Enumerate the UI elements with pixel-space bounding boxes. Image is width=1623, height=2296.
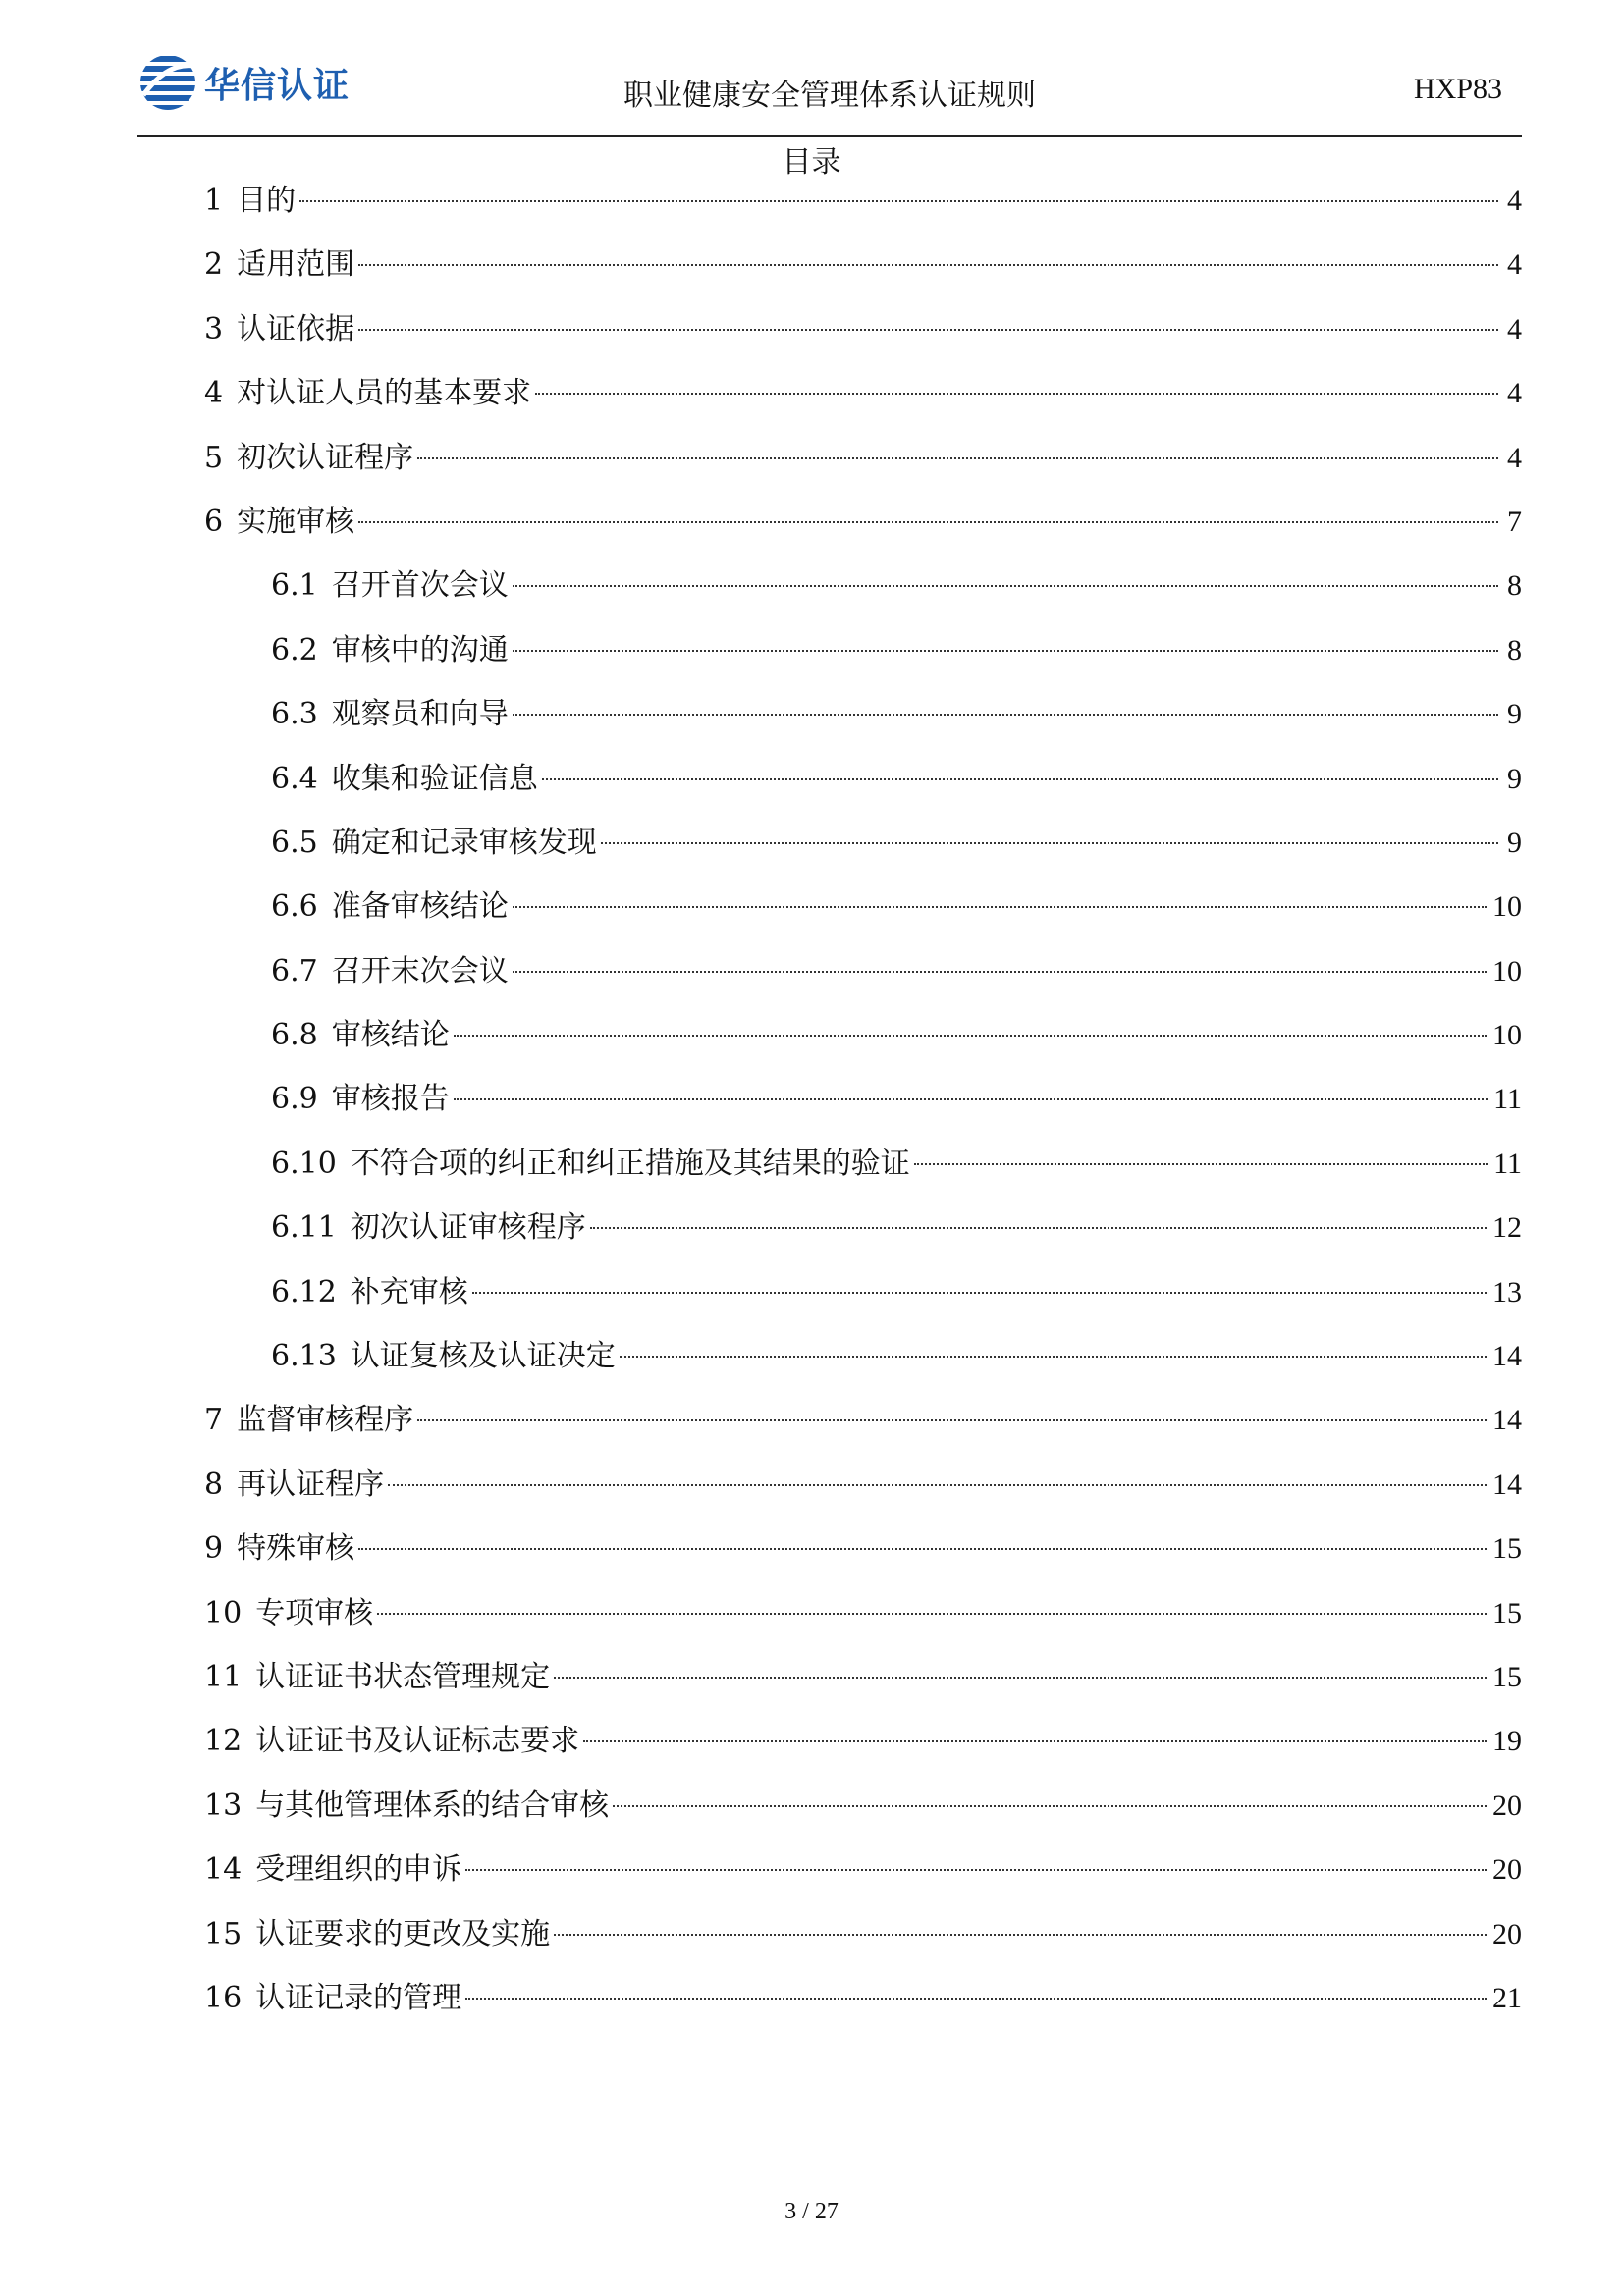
- toc-entry-page: 9: [1507, 826, 1522, 859]
- toc-dot-leader: [454, 1098, 1488, 1100]
- toc-entry-number: 11: [204, 1659, 243, 1694]
- toc-entry-label: 不符合项的纠正和纠正措施及其结果的验证: [350, 1146, 910, 1181]
- toc-entry-label: 准备审核结论: [331, 889, 509, 925]
- toc-entry[interactable]: [204, 1453, 1522, 1517]
- toc-heading: 目录: [782, 145, 841, 180]
- toc-entry-label: 审核中的沟通: [331, 632, 509, 667]
- toc-entry-page: 11: [1493, 1083, 1522, 1116]
- toc-entry-number: 16: [204, 1980, 243, 2015]
- toc-entry[interactable]: [204, 554, 1522, 617]
- toc-entry-label: 专项审核: [255, 1595, 374, 1630]
- toc-entry[interactable]: [204, 169, 1522, 233]
- toc-dot-leader: [535, 393, 1498, 395]
- toc-dot-leader: [465, 1998, 1487, 2000]
- toc-dot-leader: [513, 650, 1498, 652]
- toc-entry-number: 8: [204, 1467, 224, 1502]
- toc-entry-label: 认证证书及认证标志要求: [255, 1724, 580, 1759]
- toc-entry[interactable]: [204, 297, 1522, 361]
- toc-entry-page: 14: [1492, 1404, 1522, 1437]
- toc-entry-page: 4: [1507, 441, 1522, 474]
- table-of-contents: [204, 169, 1522, 2030]
- toc-entry-label: 认证复核及认证决定: [350, 1339, 616, 1374]
- toc-entry[interactable]: [204, 747, 1522, 811]
- toc-dot-leader: [358, 1548, 1487, 1550]
- toc-entry-label: 召开首次会议: [331, 568, 509, 604]
- toc-entry-label: 审核结论: [331, 1018, 450, 1053]
- toc-entry-number: 9: [204, 1531, 224, 1567]
- toc-entry[interactable]: [204, 1260, 1522, 1324]
- toc-entry[interactable]: [204, 939, 1522, 1003]
- toc-entry[interactable]: [204, 1003, 1522, 1067]
- toc-dot-leader: [590, 1227, 1487, 1229]
- toc-entry[interactable]: [204, 361, 1522, 425]
- toc-entry-label: 收集和验证信息: [331, 761, 538, 796]
- toc-dot-leader: [613, 1805, 1487, 1807]
- toc-entry-page: 14: [1492, 1340, 1522, 1373]
- toc-entry-page: 8: [1507, 633, 1522, 667]
- toc-entry-page: 10: [1492, 1019, 1522, 1052]
- toc-entry-page: 15: [1492, 1532, 1522, 1566]
- toc-dot-leader: [377, 1613, 1487, 1615]
- toc-entry[interactable]: [204, 682, 1522, 746]
- toc-entry-page: 4: [1507, 377, 1522, 410]
- toc-entry-number: 6.7: [271, 953, 318, 988]
- toc-entry-label: 认证要求的更改及实施: [255, 1916, 551, 1951]
- toc-entry[interactable]: [204, 811, 1522, 875]
- toc-entry-page: 9: [1507, 698, 1522, 731]
- toc-entry-label: 确定和记录审核发现: [331, 825, 597, 860]
- toc-entry-label: 实施审核: [237, 504, 355, 539]
- toc-entry-label: 初次认证审核程序: [350, 1210, 586, 1246]
- toc-entry-number: 5: [204, 440, 224, 475]
- toc-dot-leader: [299, 200, 1498, 202]
- toc-dot-leader: [358, 329, 1498, 331]
- toc-dot-leader: [914, 1163, 1488, 1165]
- toc-entry[interactable]: [204, 233, 1522, 296]
- toc-entry-page: 15: [1492, 1660, 1522, 1693]
- toc-entry-label: 对认证人员的基本要求: [237, 376, 532, 411]
- toc-dot-leader: [417, 457, 1498, 459]
- toc-entry[interactable]: [204, 490, 1522, 554]
- toc-entry[interactable]: [204, 1709, 1522, 1773]
- toc-entry-label: 观察员和向导: [331, 697, 509, 732]
- toc-entry-number: 6: [204, 504, 224, 539]
- toc-entry-page: 19: [1492, 1725, 1522, 1758]
- toc-entry-label: 补充审核: [350, 1274, 468, 1309]
- toc-entry-label: 认证记录的管理: [255, 1980, 462, 2015]
- toc-dot-leader: [601, 842, 1498, 844]
- toc-entry[interactable]: [204, 1645, 1522, 1709]
- toc-entry-label: 目的: [237, 184, 297, 218]
- toc-entry-number: 13: [204, 1788, 243, 1823]
- toc-entry-page: 4: [1507, 185, 1522, 217]
- document-code: HXP83: [1413, 73, 1502, 105]
- toc-entry-number: 15: [204, 1916, 243, 1951]
- toc-entry-number: 14: [204, 1852, 243, 1888]
- toc-entry[interactable]: [204, 1774, 1522, 1838]
- toc-entry-number: 6.11: [271, 1210, 337, 1246]
- toc-entry[interactable]: [204, 1517, 1522, 1580]
- toc-entry-label: 初次认证程序: [237, 440, 414, 475]
- toc-entry[interactable]: [204, 1581, 1522, 1645]
- page-number: 3 / 27: [784, 2199, 839, 2224]
- toc-entry-label: 与其他管理体系的结合审核: [255, 1788, 610, 1823]
- toc-entry-number: 4: [204, 376, 224, 411]
- toc-entry[interactable]: [204, 1196, 1522, 1259]
- toc-entry-number: 3: [204, 311, 224, 347]
- toc-entry-page: 12: [1492, 1211, 1522, 1245]
- toc-entry-number: 1: [204, 184, 224, 218]
- toc-entry-page: 8: [1507, 569, 1522, 603]
- toc-entry-label: 受理组织的申诉: [255, 1852, 462, 1888]
- toc-entry-label: 认证依据: [237, 311, 355, 347]
- toc-dot-leader: [542, 778, 1498, 780]
- toc-dot-leader: [417, 1419, 1487, 1421]
- toc-entry-page: 13: [1492, 1275, 1522, 1308]
- toc-entry-page: 10: [1492, 954, 1522, 988]
- toc-entry-page: 7: [1507, 505, 1522, 538]
- toc-entry-number: 6.13: [271, 1339, 337, 1374]
- toc-entry[interactable]: [204, 618, 1522, 682]
- toc-dot-leader: [358, 264, 1498, 266]
- toc-entry-page: 20: [1492, 1789, 1522, 1822]
- page-header: [137, 47, 1522, 137]
- toc-entry-number: 6.1: [271, 568, 318, 604]
- toc-entry[interactable]: [204, 1132, 1522, 1196]
- toc-entry[interactable]: [204, 1324, 1522, 1388]
- toc-dot-leader: [513, 971, 1487, 973]
- toc-entry[interactable]: [204, 1388, 1522, 1452]
- toc-dot-leader: [454, 1035, 1487, 1037]
- toc-entry-page: 10: [1492, 890, 1522, 924]
- toc-entry-page: 4: [1507, 248, 1522, 282]
- toc-entry[interactable]: [204, 426, 1522, 490]
- toc-entry-number: 6.4: [271, 761, 318, 796]
- logo-text: 华信认证: [204, 65, 351, 106]
- toc-entry-number: 6.2: [271, 632, 318, 667]
- toc-entry-label: 再认证程序: [237, 1467, 385, 1502]
- toc-entry-page: 20: [1492, 1917, 1522, 1950]
- toc-entry-number: 6.10: [271, 1146, 337, 1181]
- toc-dot-leader: [388, 1484, 1487, 1486]
- toc-entry-number: 6.5: [271, 825, 318, 860]
- document-title: 职业健康安全管理体系认证规则: [623, 79, 1036, 113]
- toc-dot-leader: [465, 1869, 1487, 1871]
- toc-entry-page: 4: [1507, 312, 1522, 346]
- toc-dot-leader: [620, 1356, 1487, 1358]
- toc-dot-leader: [554, 1934, 1487, 1936]
- toc-entry-number: 10: [204, 1595, 243, 1630]
- toc-entry-page: 20: [1492, 1853, 1522, 1887]
- toc-entry-number: 12: [204, 1724, 243, 1759]
- toc-dot-leader: [513, 906, 1487, 908]
- toc-entry[interactable]: [204, 1838, 1522, 1901]
- toc-entry[interactable]: [204, 1067, 1522, 1131]
- toc-entry[interactable]: [204, 1966, 1522, 2030]
- toc-entry-number: 6.9: [271, 1082, 318, 1117]
- toc-entry-number: 6.6: [271, 889, 318, 925]
- toc-entry-number: 6.8: [271, 1018, 318, 1053]
- toc-entry-label: 认证证书状态管理规定: [255, 1659, 551, 1694]
- toc-entry-page: 14: [1492, 1468, 1522, 1501]
- toc-entry-number: 6.12: [271, 1274, 337, 1309]
- toc-entry-number: 6.3: [271, 697, 318, 732]
- toc-entry-number: 2: [204, 247, 224, 283]
- toc-entry-label: 适用范围: [237, 247, 355, 283]
- toc-entry-page: 9: [1507, 762, 1522, 795]
- toc-entry[interactable]: [204, 875, 1522, 938]
- toc-entry-number: 7: [204, 1403, 224, 1438]
- toc-dot-leader: [513, 585, 1498, 587]
- toc-entry-label: 特殊审核: [237, 1531, 355, 1567]
- toc-entry[interactable]: [204, 1902, 1522, 1966]
- toc-dot-leader: [554, 1677, 1487, 1679]
- toc-entry-label: 监督审核程序: [237, 1403, 414, 1438]
- toc-dot-leader: [583, 1740, 1487, 1742]
- toc-entry-label: 召开末次会议: [331, 953, 509, 988]
- toc-entry-page: 15: [1492, 1596, 1522, 1629]
- toc-dot-leader: [513, 714, 1498, 716]
- toc-entry-page: 21: [1492, 1981, 1522, 2014]
- toc-dot-leader: [472, 1292, 1487, 1294]
- toc-entry-label: 审核报告: [331, 1082, 450, 1117]
- toc-dot-leader: [358, 521, 1498, 523]
- toc-entry-page: 11: [1493, 1147, 1522, 1180]
